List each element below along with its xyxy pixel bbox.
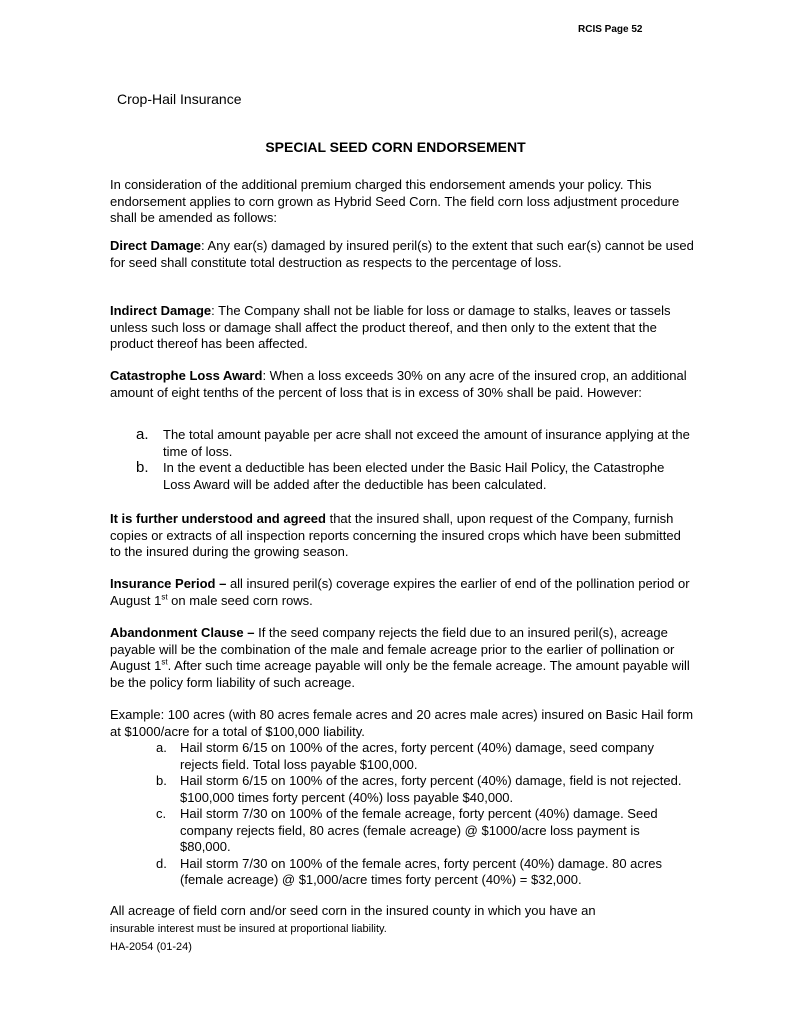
page-number: RCIS Page 52 [578,24,643,35]
header-title: Crop-Hail Insurance [117,91,242,107]
intro-paragraph: In consideration of the additional premium charged this endorsement amends your policy. This endorsement applies to corn grown as Hybrid Seed Corn. The field corn loss adjustment procedure shall be amended as follows: [110,177,680,225]
insurance-period-label: Insurance Period – [110,576,227,591]
list-marker: a. [156,740,167,755]
list-item-text: Hail storm 7/30 on 100% of the female acreage, forty percent (40%) damage. Seed company rejects field, 80 acres (female acreage) @ $1000/acre loss payment is $80,000. [180,806,658,854]
form-number: HA-2054 (01-24) [110,941,192,953]
list-item [130,460,690,493]
indirect-damage-paragraph [110,303,695,353]
superscript: st [161,592,168,602]
list-marker: b. [136,459,149,476]
indirect-damage-label: Indirect Damage [110,303,212,318]
abandonment-paragraph [110,625,695,691]
further-agreed-text: that the insured shall, upon request of the Company, furnish copies or extracts of all inspection reports concerning the insured crops which have been submitted to the insured during the growing season. [110,511,681,559]
catastrophe-label: Catastrophe Loss Award [110,368,263,383]
list-marker: c. [156,806,167,821]
abandonment-text-end: . After such time acreage payable will only be the female acreage. The amount payable will be the policy form liability of such acreage. [110,658,690,690]
list-item [130,427,690,460]
list-item [148,740,688,773]
list-item-text: Hail storm 6/15 on 100% of the acres, forty percent (40%) damage, seed company rejects field. Total loss payable $100,000. [180,740,655,772]
list-item [148,806,688,856]
list-item [148,773,688,806]
list-item-text: Hail storm 7/30 on 100% of the female acres, forty percent (40%) damage. 80 acres (female acreage) @ $1,000/acre times forty percent (40%) = $32,000. [180,855,662,887]
catastrophe-paragraph [110,368,695,401]
list-marker: d. [156,855,167,871]
catastrophe-list [130,427,690,493]
direct-damage-paragraph [110,238,695,271]
list-marker: a. [136,426,149,443]
abandonment-label: Abandonment Clause – [110,625,255,640]
abandonment-text: If the seed company rejects the field due to an insured peril(s), acreage payable will be the combination of the male and female acreage prior to the earlier of pollination or August 1 [110,625,675,673]
indirect-damage-text: : The Company shall not be liable for loss or damage to stalks, leaves or tassels unless such loss or damage shall affect the product thereof, and then only to the extent that the product thereof has been affected. [110,303,671,351]
list-marker: b. [156,773,167,788]
closing-paragraph [110,903,695,937]
example-intro: Example: 100 acres (with 80 acres female acres and 20 acres male acres) insured on Basic Hail form at $1000/acre for a total of $100,000 liability. [110,707,694,739]
insurance-period-text-end: on male seed corn rows. [167,592,313,608]
list-item-text: In the event a deductible has been elected under the Basic Hail Policy, the Catastrophe Loss Award will be added after the deductible has been calculated. [163,460,665,492]
insurance-period-paragraph [110,576,695,609]
further-agreed-label: It is further understood and agreed [110,511,326,526]
document-title: SPECIAL SEED CORN ENDORSEMENT [265,139,526,155]
closing-line: All acreage of field corn and/or seed corn in the insured county in which you have an [110,903,596,918]
list-item-text: Hail storm 6/15 on 100% of the acres, forty percent (40%) damage, field is not rejected. $100,000 times forty percent (40%) loss payable $40,000. [180,773,682,805]
insurance-period-text: all insured peril(s) coverage expires the earlier of end of the pollination period or August 1 [110,576,690,608]
list-item [148,856,688,889]
catastrophe-text: : When a loss exceeds 30% on any acre of the insured crop, an additional amount of eight tenths of the percent of loss that is in excess of 30% shall be paid. However: [110,368,687,400]
example-list [148,740,688,889]
list-item-text: The total amount payable per acre shall not exceed the amount of insurance applying at the time of loss. [163,427,690,459]
closing-line-small: insurable interest must be insured at proportional liability. [110,922,387,935]
direct-damage-label: Direct Damage [110,238,202,253]
superscript: st [161,657,168,667]
direct-damage-text: : Any ear(s) damaged by insured peril(s) to the extent that such ear(s) cannot be used for seed shall constitute total destruction as respects to the percentage of loss. [110,238,694,270]
further-agreed-paragraph [110,511,695,561]
